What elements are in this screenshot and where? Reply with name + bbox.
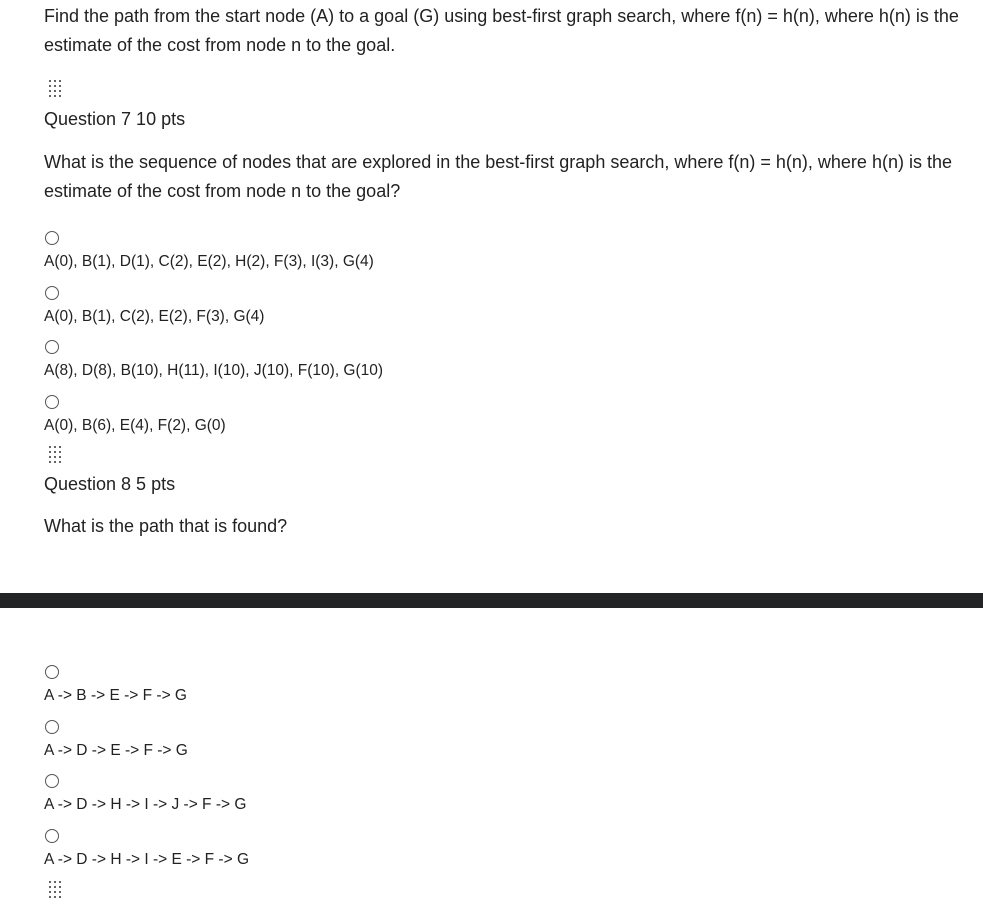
radio-button[interactable] — [45, 774, 59, 788]
question-8-header: Question 8 5 pts — [44, 474, 176, 494]
option-label[interactable]: A -> D -> E -> F -> G — [44, 742, 188, 759]
dark-divider-bar — [0, 593, 983, 608]
radio-button[interactable] — [45, 286, 59, 300]
drag-handle-icon[interactable] — [49, 881, 63, 901]
radio-button[interactable] — [45, 665, 59, 679]
option-label[interactable]: A(0), B(1), C(2), E(2), F(3), G(4) — [44, 308, 265, 325]
question-8-option[interactable] — [44, 829, 744, 870]
intro-text: Find the path from the start node (A) to a goal (G) using best-first graph search, where f(n) = h(n), where h(n) is the estimate of the cost from node n to the goal. — [44, 6, 959, 55]
question-7-option[interactable] — [44, 395, 744, 436]
option-label[interactable]: A(0), B(1), D(1), C(2), E(2), H(2), F(3), I(3), G(4) — [44, 253, 374, 270]
question-7-prompt: What is the sequence of nodes that are explored in the best-first graph search, where f(n) = h(n), where h(n) is the estimate of the cost from node n to the goal? — [44, 152, 952, 201]
question-8-prompt: What is the path that is found? — [44, 516, 288, 536]
option-label[interactable]: A(0), B(6), E(4), F(2), G(0) — [44, 417, 226, 434]
option-label[interactable]: A(8), D(8), B(10), H(11), I(10), J(10), F(10), G(10) — [44, 362, 384, 379]
question-7-option[interactable] — [44, 286, 744, 327]
option-label[interactable]: A -> B -> E -> F -> G — [44, 687, 187, 704]
question-8-option[interactable] — [44, 720, 744, 761]
question-8-option[interactable] — [44, 665, 744, 706]
option-label[interactable]: A -> D -> H -> I -> E -> F -> G — [44, 851, 249, 868]
radio-button[interactable] — [45, 340, 59, 354]
drag-handle-icon[interactable] — [49, 80, 63, 100]
drag-handle-icon[interactable] — [49, 446, 63, 466]
question-7-option[interactable] — [44, 340, 744, 381]
radio-button[interactable] — [45, 395, 59, 409]
question-7-header: Question 7 10 pts — [44, 109, 186, 129]
radio-button[interactable] — [45, 829, 59, 843]
radio-button[interactable] — [45, 720, 59, 734]
radio-button[interactable] — [45, 231, 59, 245]
question-7-option[interactable] — [44, 231, 744, 272]
option-label[interactable]: A -> D -> H -> I -> J -> F -> G — [44, 796, 247, 813]
question-8-option[interactable] — [44, 774, 744, 815]
